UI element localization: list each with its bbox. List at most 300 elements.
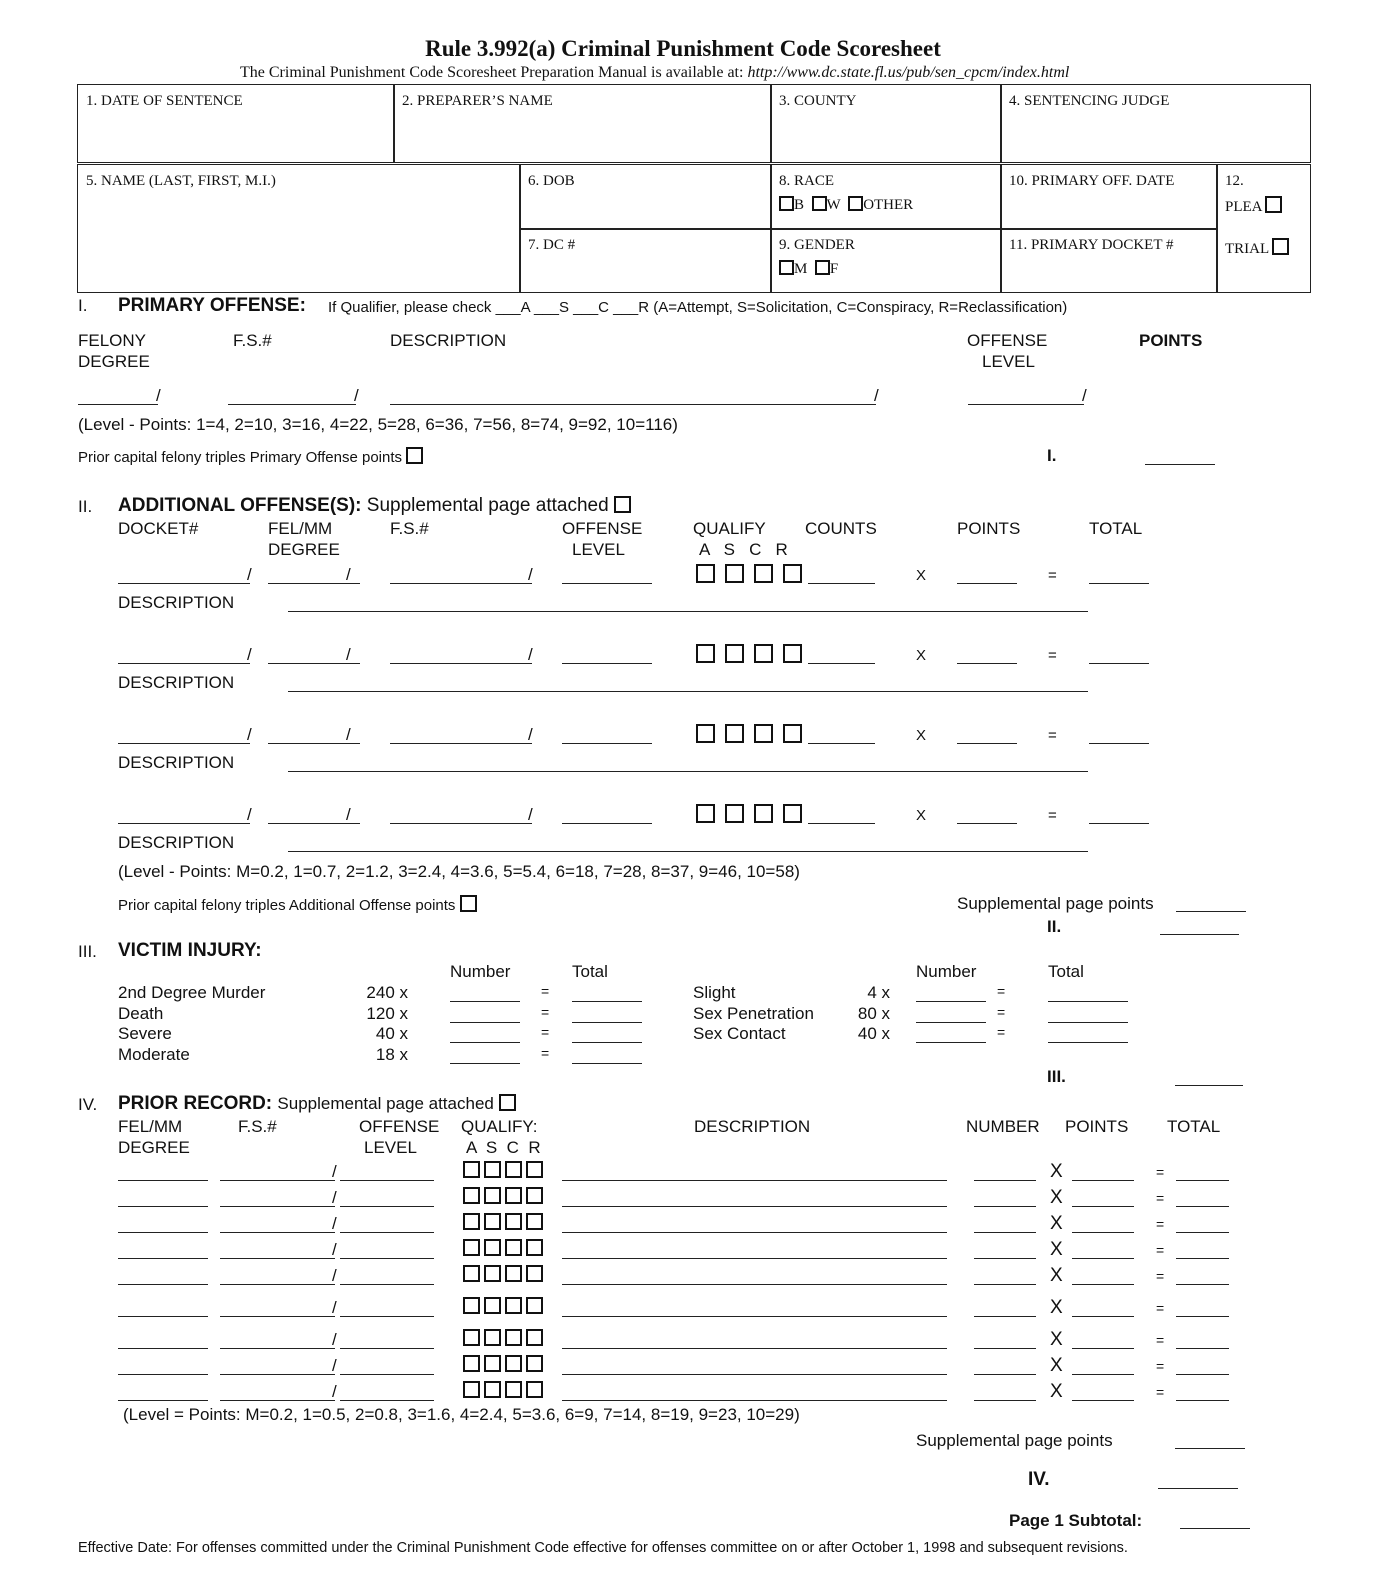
fs-number-input[interactable]	[220, 1206, 335, 1207]
times-sign: X	[916, 807, 927, 824]
injury-multiplier: 40 x	[857, 1024, 890, 1043]
qualify-checkbox-r[interactable]	[526, 1265, 543, 1282]
qualify-checkbox-a[interactable]	[696, 564, 715, 583]
qualify-checkbox-c[interactable]	[754, 724, 773, 743]
fs-number-input[interactable]	[220, 1316, 335, 1317]
qualify-checkbox-r[interactable]	[783, 804, 802, 823]
qualify-checkbox-c[interactable]	[505, 1213, 522, 1230]
fs-number-input[interactable]	[390, 743, 532, 744]
label: 9. GENDER	[779, 237, 855, 253]
number-input[interactable]	[974, 1284, 1036, 1285]
supplemental-checkbox[interactable]	[499, 1094, 516, 1111]
trial-checkbox[interactable]	[1272, 238, 1289, 255]
description-input[interactable]	[390, 404, 876, 405]
label: 8. RACE	[779, 173, 835, 189]
times-sign: X	[916, 647, 927, 664]
section-number: IV.	[78, 1095, 98, 1114]
description-input[interactable]	[562, 1232, 947, 1233]
qualify-checkbox-c[interactable]	[754, 564, 773, 583]
qualifier-text: If Qualifier, please check ___A ___S ___C ___R (A=Attempt, S=Solicitation, C=Conspiracy, R=Reclassification)	[328, 299, 1068, 316]
header: A S C R	[699, 540, 788, 559]
number-input[interactable]	[974, 1258, 1036, 1259]
section-title	[118, 495, 631, 517]
qualify-checkbox-s[interactable]	[484, 1265, 501, 1282]
section-title: PRIMARY OFFENSE:	[118, 295, 306, 316]
preparer-name-field[interactable]	[393, 84, 772, 163]
header: POINTS	[1065, 1117, 1129, 1136]
offense-level-input[interactable]	[340, 1284, 434, 1285]
injury-multiplier: 120 x	[366, 1003, 408, 1023]
qualify-checkbox-a[interactable]	[696, 804, 715, 823]
separator: /	[332, 1188, 337, 1207]
qualify-checkbox-s[interactable]	[484, 1329, 501, 1346]
offense-level-input[interactable]	[340, 1258, 434, 1259]
dc-number-field[interactable]	[519, 228, 772, 293]
qualify-checkbox-r[interactable]	[526, 1161, 543, 1178]
equals-sign: =	[1156, 1190, 1165, 1206]
qualify-checkbox-s[interactable]	[484, 1213, 501, 1230]
qualify-checkbox-r[interactable]	[526, 1381, 543, 1398]
counts-input[interactable]	[808, 663, 875, 664]
fs-number-input[interactable]	[220, 1232, 335, 1233]
total-input[interactable]	[1089, 583, 1149, 584]
qualify-checkbox-a[interactable]	[463, 1297, 480, 1314]
qualify-checkbox-a[interactable]	[696, 644, 715, 663]
counts-input[interactable]	[808, 823, 875, 824]
number-input[interactable]	[974, 1316, 1036, 1317]
qualify-checkbox-c[interactable]	[505, 1297, 522, 1314]
times-sign: X	[1050, 1239, 1063, 1260]
qualify-checkbox-c[interactable]	[505, 1187, 522, 1204]
offense-level-input[interactable]	[562, 823, 652, 824]
offense-level-input[interactable]	[562, 743, 652, 744]
qualify-checkbox-r[interactable]	[783, 644, 802, 663]
description-input[interactable]	[562, 1348, 947, 1349]
qualify-checkbox-a[interactable]	[463, 1329, 480, 1346]
header: POINTS	[957, 519, 1021, 538]
header: LEVEL	[572, 540, 625, 559]
felony-degree-input[interactable]	[78, 404, 158, 405]
equals-sign: =	[1156, 1242, 1165, 1258]
total-input[interactable]	[572, 1042, 642, 1043]
number-input[interactable]	[974, 1180, 1036, 1181]
header: OFFENSE	[562, 519, 643, 538]
points-input[interactable]	[1072, 1316, 1134, 1317]
header: POINTS	[1139, 331, 1203, 350]
separator: /	[247, 725, 252, 744]
date-of-sentence-field[interactable]	[77, 84, 395, 163]
equals-sign: =	[1156, 1358, 1165, 1374]
points-input[interactable]	[957, 743, 1017, 744]
qualify-checkbox-s[interactable]	[484, 1355, 501, 1372]
total-input[interactable]	[1089, 663, 1149, 664]
label: 12.	[1225, 173, 1244, 189]
label: B	[794, 197, 805, 213]
description-input[interactable]	[562, 1374, 947, 1375]
primary-offense-date-field[interactable]	[1000, 164, 1218, 230]
header: F.S.#	[233, 331, 272, 350]
injury-multiplier: 240 x	[366, 983, 408, 1002]
county-field[interactable]	[770, 84, 1002, 163]
total-input[interactable]	[1176, 1232, 1229, 1233]
qualify-checkbox-s[interactable]	[725, 644, 744, 663]
total-input[interactable]	[1176, 1400, 1229, 1401]
sentencing-judge-field[interactable]	[1000, 84, 1311, 163]
fs-number-input[interactable]	[220, 1258, 335, 1259]
race-w-checkbox[interactable]	[812, 196, 827, 211]
fs-number-input[interactable]	[390, 663, 532, 664]
offense-level-input[interactable]	[340, 1400, 434, 1401]
qualify-checkbox-r[interactable]	[526, 1297, 543, 1314]
total-input[interactable]	[1089, 743, 1149, 744]
plea-checkbox[interactable]	[1265, 196, 1282, 213]
label: OTHER	[863, 197, 914, 213]
points-input[interactable]	[1072, 1232, 1134, 1233]
label: F	[829, 261, 839, 277]
degree-input[interactable]	[118, 1180, 208, 1181]
degree-input[interactable]	[118, 1284, 208, 1285]
manual-link[interactable]: http://www.dc.state.fl.us/pub/sen_cpcm/index.html	[747, 64, 1070, 81]
separator: /	[247, 645, 252, 664]
section-iv-total-input[interactable]	[1158, 1488, 1238, 1489]
fs-number-input[interactable]	[220, 1374, 335, 1375]
description-input[interactable]	[562, 1180, 947, 1181]
qualify-checkbox-c[interactable]	[505, 1329, 522, 1346]
separator: /	[346, 565, 351, 584]
qualify-checkbox-r[interactable]	[526, 1329, 543, 1346]
injury-multiplier: 4 x	[867, 983, 890, 1002]
equals-sign: =	[1156, 1332, 1165, 1348]
docket-input[interactable]	[118, 823, 250, 824]
points-input[interactable]	[1072, 1400, 1134, 1401]
qualify-checkbox-c[interactable]	[505, 1239, 522, 1256]
qualify-checkbox-s[interactable]	[484, 1297, 501, 1314]
points-input[interactable]	[1072, 1258, 1134, 1259]
total-input[interactable]	[1176, 1180, 1229, 1181]
header: F.S.#	[390, 519, 429, 538]
points-input[interactable]	[1072, 1284, 1134, 1285]
header: QUALIFY:	[461, 1117, 538, 1136]
subtotal-label: IV.	[1028, 1469, 1050, 1490]
injury-multiplier: 18 x	[375, 1044, 408, 1064]
equals-sign: =	[541, 1024, 550, 1040]
times-sign: X	[1050, 1187, 1063, 1208]
race-b-checkbox[interactable]	[779, 196, 794, 211]
supplemental-points-input[interactable]	[1175, 1448, 1245, 1449]
degree-input[interactable]	[118, 1206, 208, 1207]
fs-number-input[interactable]	[220, 1400, 335, 1401]
equals-sign: =	[997, 983, 1006, 999]
header: QUALIFY	[693, 519, 766, 538]
capital-checkbox[interactable]	[406, 447, 423, 464]
race-other-checkbox[interactable]	[848, 196, 863, 211]
counts-input[interactable]	[808, 583, 875, 584]
number-input[interactable]	[916, 1001, 986, 1002]
equals-sign: =	[997, 1024, 1006, 1040]
offense-level-input[interactable]	[968, 404, 1084, 405]
degree-input[interactable]	[118, 1400, 208, 1401]
separator: /	[332, 1356, 337, 1375]
supplemental-points-input[interactable]	[1176, 911, 1246, 912]
header: LEVEL	[982, 352, 1035, 371]
equals-sign: =	[541, 983, 550, 999]
offense-level-input[interactable]	[340, 1316, 434, 1317]
label: 4. SENTENCING JUDGE	[1009, 93, 1170, 109]
equals-sign: =	[1048, 727, 1057, 744]
qualify-checkbox-a[interactable]	[463, 1265, 480, 1282]
qualify-checkbox-a[interactable]	[463, 1355, 480, 1372]
capital-felony-row	[118, 895, 477, 914]
page-title: Rule 3.992(a) Criminal Punishment Code Scoresheet	[425, 36, 941, 61]
separator: /	[247, 805, 252, 824]
number-input[interactable]	[974, 1374, 1036, 1375]
docket-input[interactable]	[118, 743, 250, 744]
qualify-checkbox-c[interactable]	[505, 1265, 522, 1282]
injury-label: Sex Contact	[693, 1024, 786, 1043]
separator: /	[346, 805, 351, 824]
docket-input[interactable]	[118, 583, 250, 584]
number-input[interactable]	[974, 1400, 1036, 1401]
separator: /	[332, 1330, 337, 1349]
offense-level-input[interactable]	[340, 1180, 434, 1181]
subtitle	[240, 64, 1069, 82]
equals-sign: =	[1156, 1164, 1165, 1180]
header: Number	[916, 962, 977, 981]
header: Total	[572, 962, 608, 981]
subtotal-label: I.	[1047, 446, 1057, 465]
label: Prior capital felony triples Primary Offense points	[78, 449, 403, 466]
injury-label: Slight	[693, 983, 736, 1002]
header: DESCRIPTION	[694, 1117, 811, 1136]
label: 5. NAME (LAST, FIRST, M.I.)	[86, 173, 276, 189]
section-number: III.	[78, 942, 97, 961]
fs-number-input[interactable]	[220, 1348, 335, 1349]
qualify-checkbox-r[interactable]	[526, 1355, 543, 1372]
equals-sign: =	[1156, 1384, 1165, 1400]
dob-field[interactable]	[519, 164, 772, 230]
points-input[interactable]	[1072, 1206, 1134, 1207]
label: PLEA	[1225, 199, 1262, 215]
qualify-checkbox-r[interactable]	[526, 1239, 543, 1256]
header: F.S.#	[238, 1117, 277, 1136]
number-input[interactable]	[450, 1042, 520, 1043]
times-sign: X	[1050, 1297, 1063, 1318]
total-input[interactable]	[1176, 1206, 1229, 1207]
label: 1. DATE OF SENTENCE	[86, 93, 243, 109]
supplemental-points-label: Supplemental page points	[957, 894, 1154, 913]
offense-level-input[interactable]	[340, 1348, 434, 1349]
number-input[interactable]	[450, 1022, 520, 1023]
offense-level-input[interactable]	[340, 1232, 434, 1233]
qualify-checkbox-c[interactable]	[505, 1161, 522, 1178]
header: TOTAL	[1167, 1117, 1221, 1136]
header: DEGREE	[118, 1138, 190, 1157]
header: FELONY	[78, 331, 147, 350]
qualify-checkbox-r[interactable]	[526, 1187, 543, 1204]
counts-input[interactable]	[808, 743, 875, 744]
header: DEGREE	[268, 540, 340, 559]
offense-level-input[interactable]	[562, 583, 652, 584]
section-number: II.	[78, 497, 93, 516]
number-input[interactable]	[450, 1063, 520, 1064]
total-input[interactable]	[1048, 1001, 1128, 1002]
number-input[interactable]	[974, 1348, 1036, 1349]
section-title: VICTIM INJURY:	[118, 940, 262, 961]
section-ii-total-input[interactable]	[1160, 934, 1239, 935]
gender-m-checkbox[interactable]	[779, 260, 794, 275]
qualify-checkbox-s[interactable]	[484, 1381, 501, 1398]
supplemental-checkbox[interactable]	[614, 496, 631, 513]
total-input[interactable]	[1176, 1258, 1229, 1259]
docket-input[interactable]	[118, 663, 250, 664]
total-input[interactable]	[1048, 1022, 1128, 1023]
total-input[interactable]	[1048, 1042, 1128, 1043]
name-field[interactable]	[77, 164, 521, 293]
total-input[interactable]	[1176, 1348, 1229, 1349]
separator: /	[528, 725, 533, 744]
description-label: DESCRIPTION	[118, 833, 235, 852]
fs-number-input[interactable]	[390, 583, 532, 584]
number-input[interactable]	[916, 1022, 986, 1023]
capital-felony-row	[78, 447, 423, 466]
degree-input[interactable]	[118, 1316, 208, 1317]
header: DEGREE	[78, 352, 150, 371]
header: DESCRIPTION	[390, 331, 507, 350]
capital-checkbox[interactable]	[460, 895, 477, 912]
header: COUNTS	[805, 519, 877, 538]
points-input[interactable]	[957, 823, 1017, 824]
description-input[interactable]	[562, 1400, 947, 1401]
qualify-checkbox-c[interactable]	[505, 1355, 522, 1372]
total-input[interactable]	[1176, 1284, 1229, 1285]
number-input[interactable]	[974, 1206, 1036, 1207]
qualify-checkbox-s[interactable]	[484, 1239, 501, 1256]
qualify-checkbox-a[interactable]	[463, 1381, 480, 1398]
degree-input[interactable]	[118, 1374, 208, 1375]
qualify-checkbox-a[interactable]	[463, 1239, 480, 1256]
points-input[interactable]	[1072, 1348, 1134, 1349]
description-input[interactable]	[288, 611, 1088, 612]
description-input[interactable]	[562, 1316, 947, 1317]
qualify-checkbox-s[interactable]	[725, 564, 744, 583]
qualify-checkbox-s[interactable]	[725, 804, 744, 823]
points-input[interactable]	[1072, 1180, 1134, 1181]
total-input[interactable]	[572, 1063, 642, 1064]
level-points-legend: (Level - Points: M=0.2, 1=0.7, 2=1.2, 3=2.4, 4=3.6, 5=5.4, 6=18, 7=28, 8=37, 9=46, 10=58)	[118, 862, 800, 881]
separator: /	[332, 1298, 337, 1317]
section-iii-total-input[interactable]	[1175, 1085, 1243, 1086]
points-input[interactable]	[957, 663, 1017, 664]
equals-sign: =	[1156, 1268, 1165, 1284]
number-input[interactable]	[916, 1042, 986, 1043]
fs-number-input[interactable]	[220, 1284, 335, 1285]
qualify-checkbox-r[interactable]	[783, 724, 802, 743]
label: 6. DOB	[528, 173, 575, 189]
degree-input[interactable]	[118, 1258, 208, 1259]
qualify-checkbox-a[interactable]	[463, 1161, 480, 1178]
description-input[interactable]	[562, 1258, 947, 1259]
offense-level-input[interactable]	[562, 663, 652, 664]
separator: /	[332, 1162, 337, 1181]
qualify-checkbox-c[interactable]	[754, 644, 773, 663]
times-sign: X	[1050, 1329, 1063, 1350]
page-subtotal-input[interactable]	[1180, 1528, 1250, 1529]
section-i-total-input[interactable]	[1145, 464, 1215, 465]
injury-multiplier: 80 x	[857, 1003, 890, 1023]
equals-sign: =	[1048, 567, 1057, 584]
offense-level-input[interactable]	[340, 1206, 434, 1207]
qualify-checkbox-r[interactable]	[783, 564, 802, 583]
label: 11. PRIMARY DOCKET #	[1009, 237, 1174, 253]
times-sign: X	[1050, 1161, 1063, 1182]
gender-f-checkbox[interactable]	[815, 260, 830, 275]
primary-docket-field[interactable]	[1000, 228, 1218, 293]
race-field	[770, 164, 1002, 230]
qualify-checkbox-s[interactable]	[484, 1161, 501, 1178]
qualify-checkbox-a[interactable]	[463, 1213, 480, 1230]
description-input[interactable]	[288, 691, 1088, 692]
separator: /	[332, 1382, 337, 1401]
qualify-checkbox-a[interactable]	[696, 724, 715, 743]
plea-trial-field	[1216, 164, 1311, 293]
times-sign: X	[1050, 1213, 1063, 1234]
total-input[interactable]	[1089, 823, 1149, 824]
separator: /	[346, 725, 351, 744]
injury-multiplier: 40 x	[375, 1024, 408, 1043]
points-input[interactable]	[957, 583, 1017, 584]
separator: /	[332, 1214, 337, 1233]
times-sign: X	[1050, 1381, 1063, 1402]
qualify-checkbox-c[interactable]	[754, 804, 773, 823]
qualify-checkbox-r[interactable]	[526, 1213, 543, 1230]
description-input[interactable]	[562, 1284, 947, 1285]
fs-number-input[interactable]	[228, 404, 356, 405]
fs-number-input[interactable]	[220, 1180, 335, 1181]
label: M	[794, 261, 808, 277]
total-input[interactable]	[1176, 1316, 1229, 1317]
header: Total	[1048, 962, 1084, 981]
total-input[interactable]	[1176, 1374, 1229, 1375]
degree-input[interactable]	[118, 1232, 208, 1233]
injury-label: Moderate	[118, 1044, 190, 1064]
total-input[interactable]	[572, 1001, 642, 1002]
separator: /	[528, 565, 533, 584]
equals-sign: =	[541, 1003, 550, 1020]
section-title	[118, 1093, 516, 1115]
description-input[interactable]	[288, 771, 1088, 772]
qualify-checkbox-a[interactable]	[463, 1187, 480, 1204]
label: W	[826, 197, 841, 213]
qualify-checkbox-s[interactable]	[484, 1187, 501, 1204]
total-input[interactable]	[572, 1022, 642, 1023]
description-label: DESCRIPTION	[118, 673, 235, 692]
points-input[interactable]	[1072, 1374, 1134, 1375]
label: 10. PRIMARY OFF. DATE	[1009, 173, 1175, 189]
description-input[interactable]	[288, 851, 1088, 852]
fs-number-input[interactable]	[390, 823, 532, 824]
separator: /	[332, 1266, 337, 1285]
qualify-checkbox-s[interactable]	[725, 724, 744, 743]
offense-level-input[interactable]	[340, 1374, 434, 1375]
title: PRIOR RECORD:	[118, 1093, 273, 1114]
equals-sign: =	[1048, 647, 1057, 664]
number-input[interactable]	[974, 1232, 1036, 1233]
number-input[interactable]	[450, 1001, 520, 1002]
degree-input[interactable]	[118, 1348, 208, 1349]
times-sign: X	[1050, 1355, 1063, 1376]
qualify-checkbox-c[interactable]	[505, 1381, 522, 1398]
description-input[interactable]	[562, 1206, 947, 1207]
